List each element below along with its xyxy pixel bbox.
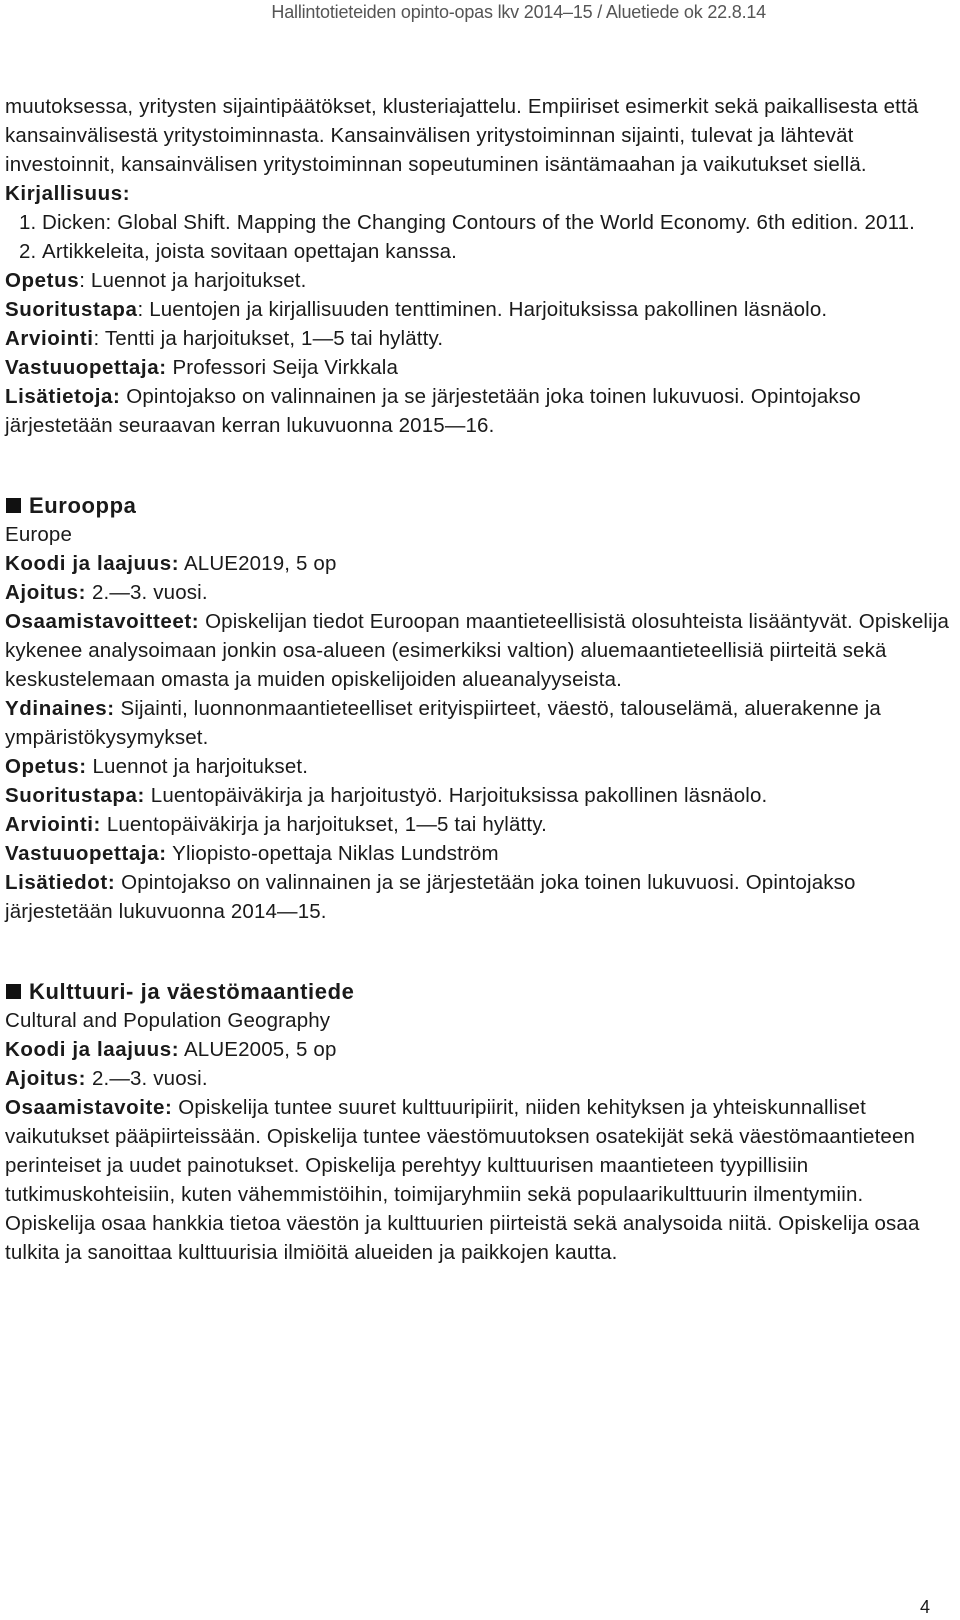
kulttuuri-section-title: [5, 977, 950, 1006]
suoritustapa-text: Luentopäiväkirja ja harjoitustyö. Harjoituksissa pakollinen läsnäolo.: [144, 784, 768, 807]
kulttuuri-subtitle: Cultural and Population Geography: [5, 1009, 331, 1032]
koodi-text: ALUE2019, 5 op: [179, 552, 337, 575]
ajoitus-label: Ajoitus:: [5, 1067, 87, 1090]
kulttuuri-title: Kulttuuri- ja väestömaantiede: [29, 979, 355, 1004]
opetus-text: Luennot ja harjoitukset.: [86, 755, 309, 778]
literature-item-number: 2.: [19, 240, 37, 263]
ajoitus-text: 2.—3. vuosi.: [86, 1067, 208, 1090]
lisatietoja-label: Lisätietoja:: [5, 385, 121, 408]
arviointi-text: Luentopäiväkirja ja harjoitukset, 1—5 tai hylätty.: [100, 813, 547, 836]
ydinaines-text: Sijainti, luonnonmaantieteelliset erityispiirteet, väestö, talouselämä, aluerakenne ja ympäristökysymykset.: [5, 697, 881, 749]
suoritustapa-text: : Luentojen ja kirjallisuuden tenttiminen. Harjoituksissa pakollinen läsnäolo.: [137, 298, 828, 321]
page-number: 4: [919, 1597, 930, 1617]
page-body: [5, 92, 950, 1267]
arviointi-text: : Tentti ja harjoitukset, 1—5 tai hylätty.: [93, 327, 444, 350]
osaamistavoitteet-text: Opiskelijan tiedot Euroopan maantieteellisistä olosuhteista lisääntyvät. Opiskelija kykenee analysoimaan jonkin osa-alueen (esimerkiksi valtion) aluemaantieteellisiä piirteitä sekä keskustelemaan omasta ja muiden opiskelijoiden alueanalyyseista.: [5, 610, 950, 691]
koodi-line: [5, 1035, 950, 1064]
vastuuopettaja-text: Yliopisto-opettaja Niklas Lundström: [166, 842, 499, 865]
suoritustapa-label: Suoritustapa: [5, 298, 138, 321]
ajoitus-line: [5, 1064, 950, 1093]
arviointi-line: [5, 324, 950, 353]
square-bullet-icon: [6, 984, 21, 999]
intro-paragraph: muutoksessa, yritysten sijaintipäätökset, klusteriajattelu. Empiiriset esimerkit sekä paikallisesta että kansainvälisestä yritystoiminnasta. Kansainvälisen yritystoiminnan sijainti, tulevat ja lähtevät investoinnit, kansainvälisen yritystoiminnan sopeutuminen isäntämaahan ja vaikutukset siellä.: [5, 95, 919, 176]
opetus-text: : Luennot ja harjoitukset.: [79, 269, 307, 292]
literature-item: [19, 208, 950, 237]
osaamistavoitteet-line: [5, 607, 950, 694]
vastuuopettaja-line: [5, 353, 950, 382]
arviointi-label: Arviointi: [5, 327, 94, 350]
opetus-label: Opetus: [5, 269, 80, 292]
suoritustapa-line: [5, 295, 950, 324]
osaamistavoitteet-label: Osaamistavoitteet:: [5, 610, 200, 633]
koodi-label: Koodi ja laajuus:: [5, 552, 180, 575]
lisatiedot-text: Opintojakso on valinnainen ja se järjestetään joka toinen lukuvuosi. Opintojakso järjestetään lukuvuonna 2014—15.: [5, 871, 856, 923]
eurooppa-subtitle: Europe: [5, 523, 73, 546]
eurooppa-section-title: [5, 491, 950, 520]
opetus-line: [5, 752, 950, 781]
literature-item-number: 1.: [19, 211, 37, 234]
koodi-label: Koodi ja laajuus:: [5, 1038, 180, 1061]
lisatiedot-label: Lisätiedot:: [5, 871, 116, 894]
ajoitus-label: Ajoitus:: [5, 581, 87, 604]
arviointi-label: Arviointi:: [5, 813, 101, 836]
opetus-label: Opetus:: [5, 755, 87, 778]
koodi-text: ALUE2005, 5 op: [179, 1038, 337, 1061]
lisatietoja-line: [5, 382, 950, 440]
kirjallisuus-heading: [5, 179, 950, 208]
vastuuopettaja-text: Professori Seija Virkkala: [166, 356, 399, 379]
square-bullet-icon: [6, 498, 21, 513]
literature-item-text: Artikkeleita, joista sovitaan opettajan kanssa.: [42, 240, 457, 263]
suoritustapa-label: Suoritustapa:: [5, 784, 145, 807]
ajoitus-line: [5, 578, 950, 607]
arviointi-line: [5, 810, 950, 839]
kirjallisuus-label: Kirjallisuus:: [5, 182, 131, 205]
literature-item-text: Dicken: Global Shift. Mapping the Changing Contours of the World Economy. 6th edition. 2011.: [42, 211, 916, 234]
lisatiedot-line: [5, 868, 950, 926]
eurooppa-title: Eurooppa: [29, 493, 137, 518]
running-header: Hallintotieteiden opinto-opas lkv 2014–15 / Aluetiede ok 22.8.14: [271, 2, 766, 22]
vastuuopettaja-line: [5, 839, 950, 868]
ydinaines-line: [5, 694, 950, 752]
literature-list: [5, 208, 950, 266]
ydinaines-label: Ydinaines:: [5, 697, 115, 720]
suoritustapa-line: [5, 781, 950, 810]
ajoitus-text: 2.—3. vuosi.: [86, 581, 208, 604]
opetus-line: [5, 266, 950, 295]
lisatietoja-text: Opintojakso on valinnainen ja se järjestetään joka toinen lukuvuosi. Opintojakso järjestetään seuraavan kerran lukuvuonna 2015—16.: [5, 385, 861, 437]
literature-item: [19, 237, 950, 266]
koodi-line: [5, 549, 950, 578]
vastuuopettaja-label: Vastuuopettaja:: [5, 842, 167, 865]
osaamistavoite-label: Osaamistavoite:: [5, 1096, 173, 1119]
osaamistavoite-text: Opiskelija tuntee suuret kulttuuripiirit, niiden kehityksen ja yhteiskunnalliset vaikutukset pääpiirteissään. Opiskelija tuntee väestömuutoksen osatekijät sekä väestömaantieteen perinteiset ja uudet painotukset. Opiskelija perehtyy kulttuurisen maantieteen tyypillisiin tutkimuskohteisiin, kuten vähemmistöihin, toimijaryhmiin sekä populaarikulttuurin ilmentymiin. Opiskelija osaa hankkia tietoa väestön ja kulttuurien piirteistä sekä analysoida niitä. Opiskelija osaa tulkita ja sanoittaa kulttuurisia ilmiöitä alueiden ja paikkojen kautta.: [5, 1096, 920, 1264]
osaamistavoite-line: [5, 1093, 950, 1267]
vastuuopettaja-label: Vastuuopettaja:: [5, 356, 167, 379]
